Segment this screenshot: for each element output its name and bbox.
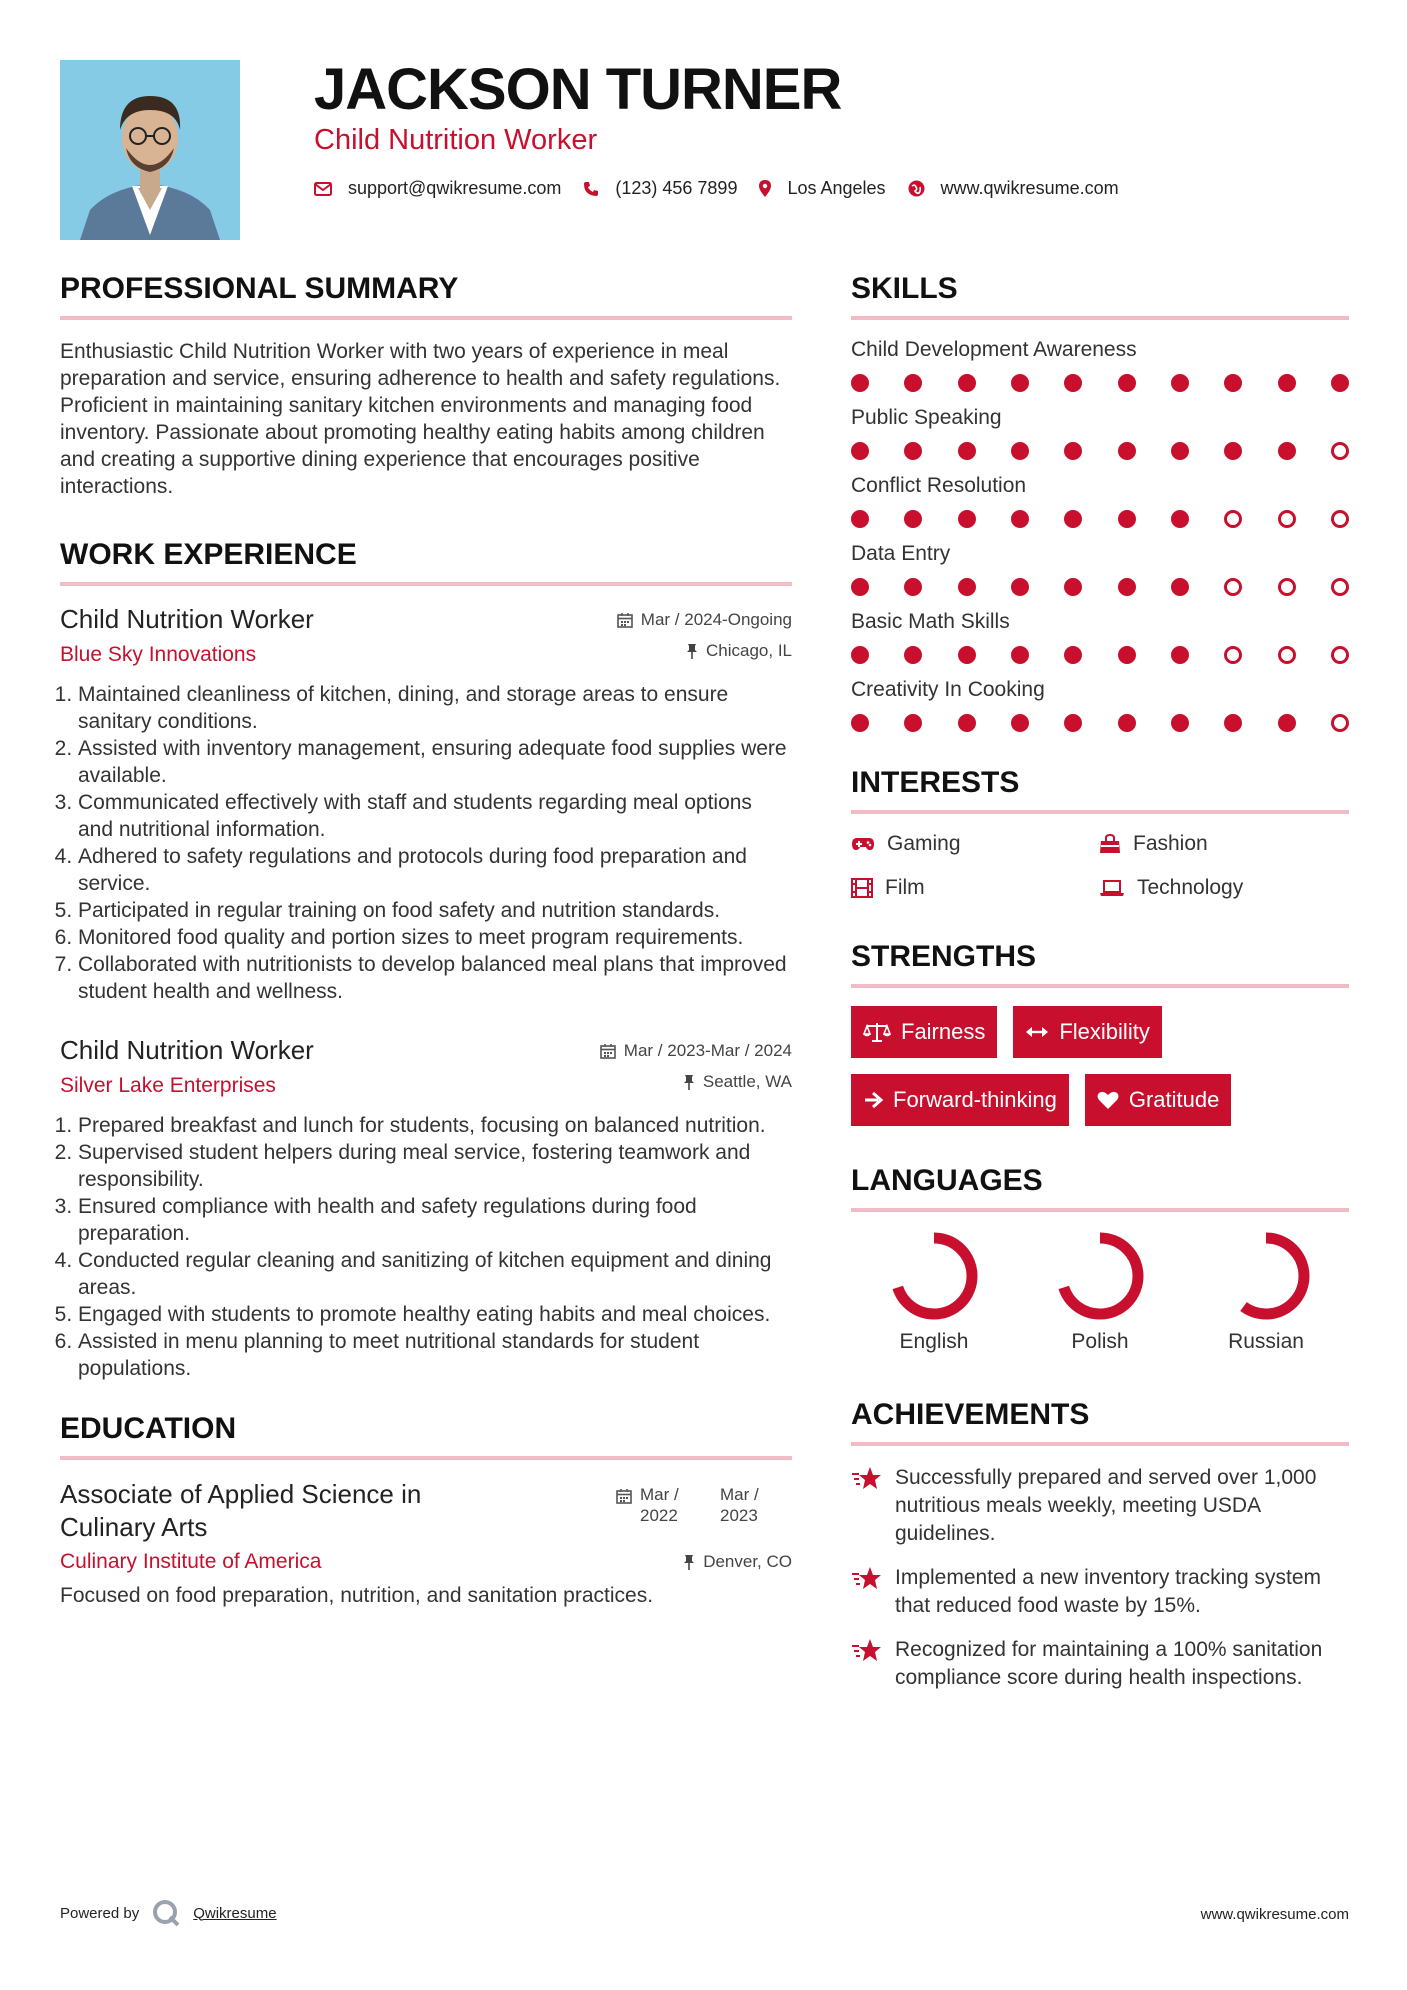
achievement-item <box>851 1636 1349 1692</box>
strength-chip <box>1085 1074 1232 1126</box>
education-location-text: Denver, CO <box>703 1552 792 1571</box>
strength-chip <box>1013 1006 1161 1058</box>
rating-dot-filled <box>904 374 922 392</box>
shopping-bag-icon <box>1099 834 1121 854</box>
rating-dot-empty <box>1331 442 1349 460</box>
interests-list <box>851 832 1349 900</box>
languages-heading: LANGUAGES <box>851 1164 1349 1212</box>
job-dates-text: Mar / 2023-Mar / 2024 <box>623 1040 792 1060</box>
skill-name: Conflict Resolution <box>851 474 1027 497</box>
education-school: Culinary Institute of America <box>60 1550 322 1573</box>
rating-dot-filled <box>1064 374 1082 392</box>
rating-dot-empty <box>1278 510 1296 528</box>
job-title: Child Nutrition Worker <box>60 604 314 634</box>
achievement-text: Recognized for maintaining a 100% sanitation compliance score during health inspections. <box>895 1638 1323 1689</box>
job-bullet: 4. Adhered to safety regulations and protocols during food preparation and service. <box>78 843 792 897</box>
job-dates <box>617 610 792 630</box>
rating-dot-filled <box>1011 510 1029 528</box>
skill-rating <box>851 442 1349 460</box>
phone-icon <box>583 181 599 197</box>
job-location-text: Seattle, WA <box>702 1072 792 1091</box>
rating-dot-filled <box>904 578 922 596</box>
rating-dot-empty <box>1331 578 1349 596</box>
calendar-icon <box>600 1043 616 1059</box>
rating-dot-filled <box>1118 714 1136 732</box>
interest-item <box>1099 876 1347 900</box>
strengths-list <box>851 1006 1349 1126</box>
rating-dot-empty <box>1278 646 1296 664</box>
education-degree: Associate of Applied Science in Culinary Arts <box>60 1479 422 1542</box>
job-location <box>683 1072 792 1092</box>
interest-label: Film <box>885 876 925 899</box>
candidate-name: JACKSON TURNER <box>314 57 842 122</box>
rating-dot-filled <box>904 646 922 664</box>
rating-dot-empty <box>1224 510 1242 528</box>
achievements-list <box>851 1464 1349 1692</box>
skill-rating <box>851 510 1349 528</box>
job-bullet: 5. Engaged with students to promote healthy eating habits and meal choices. <box>78 1301 792 1328</box>
footer-powered-by <box>60 1898 277 1928</box>
map-marker-icon <box>759 180 771 197</box>
job-bullet: 3. Ensured compliance with health and safety regulations during food preparation. <box>78 1193 792 1247</box>
rating-dot-empty <box>1278 578 1296 596</box>
job-bullet: 4. Conducted regular cleaning and sanitizing of kitchen equipment and dining areas. <box>78 1247 792 1301</box>
pin-icon <box>683 1074 695 1090</box>
job-company-row <box>60 635 792 667</box>
job-list <box>60 604 792 1382</box>
rating-dot-filled <box>1118 442 1136 460</box>
education-end: Mar / 2023 <box>720 1485 759 1525</box>
rating-dot-filled <box>904 714 922 732</box>
rating-dot-filled <box>904 442 922 460</box>
job-entry <box>60 604 792 1005</box>
education-location <box>683 1552 792 1572</box>
rating-dot-filled <box>958 578 976 596</box>
rating-dot-filled <box>958 646 976 664</box>
right-column <box>851 272 1349 1708</box>
strength-chip <box>851 1074 1069 1126</box>
rating-dot-filled <box>958 442 976 460</box>
rating-dot-empty <box>1331 510 1349 528</box>
contact-website[interactable] <box>908 178 1119 199</box>
interest-item <box>851 876 1099 900</box>
footer-brand-link[interactable]: Qwikresume <box>193 1904 277 1922</box>
summary-text: Enthusiastic Child Nutrition Worker with two years of experience in meal preparation and service, ensuring adherence to health and safety regulations. Proficient in maintaining sanitary kitchen environments and managing food inventory. Passionate about promoting healthy eating habits among children and creating a supportive dining experience that encourages positive interactions. <box>60 340 781 498</box>
rating-dot-filled <box>1064 578 1082 596</box>
skill-rating <box>851 646 1349 664</box>
profile-photo <box>60 60 240 240</box>
rating-dot-filled <box>851 374 869 392</box>
job-dates <box>600 1041 792 1061</box>
rating-dot-filled <box>851 510 869 528</box>
rating-dot-filled <box>1118 374 1136 392</box>
film-icon <box>851 878 873 898</box>
rating-dot-filled <box>1171 374 1189 392</box>
language-level-arc <box>1228 1238 1304 1314</box>
language-item <box>851 1230 1017 1354</box>
contact-phone[interactable] <box>583 178 737 199</box>
skill-name: Data Entry <box>851 542 951 565</box>
skill-name: Public Speaking <box>851 406 1002 429</box>
rating-dot-filled <box>958 510 976 528</box>
powered-by-text: Powered by <box>60 1904 140 1922</box>
language-level-arc <box>896 1238 972 1314</box>
education-start: Mar / 2022 <box>640 1485 679 1525</box>
interest-label: Fashion <box>1133 832 1208 855</box>
contact-email[interactable] <box>314 178 561 199</box>
achievement-text: Successfully prepared and served over 1,000 nutritious meals weekly, meeting USDA guidelines. <box>895 1466 1317 1545</box>
rating-dot-filled <box>851 714 869 732</box>
rating-dot-filled <box>1064 442 1082 460</box>
globe-icon <box>908 180 925 197</box>
job-company: Blue Sky Innovations <box>60 643 257 666</box>
star-icon <box>851 1566 881 1592</box>
candidate-role: Child Nutrition Worker <box>314 124 598 156</box>
rating-dot-filled <box>1171 510 1189 528</box>
education-heading: EDUCATION <box>60 1412 792 1460</box>
qwikresume-logo-icon <box>151 1898 181 1928</box>
language-name: English <box>899 1330 969 1353</box>
strengths-heading: STRENGTHS <box>851 940 1349 988</box>
rating-dot-filled <box>958 374 976 392</box>
interest-item <box>1099 832 1347 856</box>
education-dates <box>616 1484 792 1526</box>
summary-heading: PROFESSIONAL SUMMARY <box>60 272 792 320</box>
education-school-row <box>60 1550 792 1574</box>
skill-name: Child Development Awareness <box>851 338 1137 361</box>
job-company: Silver Lake Enterprises <box>60 1074 276 1097</box>
job-bullets <box>60 1112 792 1382</box>
rating-dot-filled <box>851 578 869 596</box>
job-bullet: 1. Prepared breakfast and lunch for students, focusing on balanced nutrition. <box>78 1112 792 1139</box>
job-entry <box>60 1035 792 1382</box>
skill-name: Creativity In Cooking <box>851 678 1045 701</box>
skill-rating <box>851 714 1349 732</box>
rating-dot-filled <box>1171 442 1189 460</box>
pin-icon <box>683 1554 695 1570</box>
contact-email-text: support@qwikresume.com <box>348 178 562 198</box>
star-icon <box>851 1466 881 1492</box>
rating-dot-filled <box>1331 374 1349 392</box>
job-header-row <box>60 1035 792 1066</box>
rating-dot-filled <box>1064 646 1082 664</box>
job-company-row <box>60 1066 792 1098</box>
contact-website-text: www.qwikresume.com <box>940 178 1119 198</box>
calendar-icon <box>617 612 633 628</box>
achievement-item <box>851 1564 1349 1620</box>
job-header-row <box>60 604 792 635</box>
job-bullets <box>60 681 792 1005</box>
rating-dot-filled <box>1224 714 1242 732</box>
contact-bar <box>314 178 1141 199</box>
language-item <box>1183 1230 1349 1354</box>
education-description: Focused on food preparation, nutrition, and sanitation practices. <box>60 1584 654 1607</box>
languages-list <box>851 1230 1349 1354</box>
education-entry <box>60 1478 792 1544</box>
rating-dot-filled <box>1118 578 1136 596</box>
rating-dot-filled <box>1171 578 1189 596</box>
contact-location-text: Los Angeles <box>787 178 886 198</box>
arrows-horizontal-icon <box>1025 1025 1049 1039</box>
job-bullet: 3. Communicated effectively with staff and students regarding meal options and nutritional information. <box>78 789 792 843</box>
job-bullet: 5. Participated in regular training on food safety and nutrition standards. <box>78 897 792 924</box>
left-column <box>60 272 792 1608</box>
job-title: Child Nutrition Worker <box>60 1035 314 1065</box>
job-bullet: 2. Assisted with inventory management, ensuring adequate food supplies were available. <box>78 735 792 789</box>
experience-heading: WORK EXPERIENCE <box>60 538 792 586</box>
laptop-icon <box>1099 879 1125 897</box>
skill-item <box>851 474 1349 528</box>
rating-dot-filled <box>1011 714 1029 732</box>
contact-phone-text: (123) 456 7899 <box>615 178 738 198</box>
skill-item <box>851 338 1349 392</box>
pin-icon <box>686 643 698 659</box>
job-location-text: Chicago, IL <box>706 641 792 660</box>
rating-dot-filled <box>1011 442 1029 460</box>
skills-list <box>851 338 1349 732</box>
calendar-icon <box>616 1488 632 1504</box>
rating-dot-empty <box>1224 578 1242 596</box>
achievement-item <box>851 1464 1349 1548</box>
footer-website[interactable]: www.qwikresume.com <box>1200 1906 1349 1923</box>
skill-rating <box>851 374 1349 392</box>
interest-label: Technology <box>1137 876 1244 899</box>
rating-dot-filled <box>851 442 869 460</box>
rating-dot-filled <box>1278 442 1296 460</box>
language-name: Polish <box>1071 1330 1129 1353</box>
job-dates-text: Mar / 2024-Ongoing <box>640 609 792 629</box>
rating-dot-filled <box>1224 442 1242 460</box>
strength-label: Gratitude <box>1128 1087 1220 1112</box>
language-gauge <box>1054 1230 1146 1322</box>
contact-location <box>759 178 885 199</box>
rating-dot-filled <box>1171 714 1189 732</box>
job-bullet: 2. Supervised student helpers during meal service, fostering teamwork and responsibility. <box>78 1139 792 1193</box>
achievement-text: Implemented a new inventory tracking system that reduced food waste by 15%. <box>895 1566 1322 1617</box>
star-icon <box>851 1638 881 1664</box>
rating-dot-filled <box>1118 646 1136 664</box>
skill-item <box>851 542 1349 596</box>
interest-label: Gaming <box>887 832 961 855</box>
rating-dot-filled <box>851 646 869 664</box>
skill-name: Basic Math Skills <box>851 610 1010 633</box>
rating-dot-filled <box>1171 646 1189 664</box>
strength-chip <box>851 1006 997 1058</box>
language-level-arc <box>1062 1238 1138 1314</box>
rating-dot-filled <box>1224 374 1242 392</box>
skill-item <box>851 610 1349 664</box>
language-gauge <box>1220 1230 1312 1322</box>
job-location <box>686 641 792 661</box>
skill-item <box>851 678 1349 732</box>
gamepad-icon <box>851 836 875 852</box>
achievements-heading: ACHIEVEMENTS <box>851 1398 1349 1446</box>
rating-dot-empty <box>1331 646 1349 664</box>
language-gauge <box>888 1230 980 1322</box>
job-bullet: 1. Maintained cleanliness of kitchen, dining, and storage areas to ensure sanitary conditions. <box>78 681 792 735</box>
balance-scale-icon <box>863 1021 891 1043</box>
language-name: Russian <box>1228 1330 1304 1353</box>
rating-dot-filled <box>1278 714 1296 732</box>
rating-dot-filled <box>1011 374 1029 392</box>
strength-label: Flexibility <box>1059 1019 1150 1044</box>
rating-dot-filled <box>904 510 922 528</box>
strength-label: Fairness <box>901 1019 986 1044</box>
skills-heading: SKILLS <box>851 272 1349 320</box>
job-bullet: 6. Monitored food quality and portion sizes to meet program requirements. <box>78 924 792 951</box>
interests-heading: INTERESTS <box>851 766 1349 814</box>
rating-dot-filled <box>958 714 976 732</box>
skill-rating <box>851 578 1349 596</box>
heart-icon <box>1097 1090 1119 1110</box>
rating-dot-filled <box>1011 646 1029 664</box>
interest-item <box>851 832 1099 856</box>
job-bullet: 6. Assisted in menu planning to meet nutritional standards for student populations. <box>78 1328 792 1382</box>
skill-item <box>851 406 1349 460</box>
rating-dot-filled <box>1064 714 1082 732</box>
rating-dot-filled <box>1011 578 1029 596</box>
rating-dot-filled <box>1064 510 1082 528</box>
rating-dot-empty <box>1331 714 1349 732</box>
rating-dot-empty <box>1224 646 1242 664</box>
job-bullet: 7. Collaborated with nutritionists to develop balanced meal plans that improved student health and wellness. <box>78 951 792 1005</box>
rating-dot-filled <box>1278 374 1296 392</box>
envelope-icon <box>314 182 332 196</box>
rating-dot-filled <box>1118 510 1136 528</box>
strength-label: Forward-thinking <box>893 1087 1057 1112</box>
language-item <box>1017 1230 1183 1354</box>
arrow-right-icon <box>863 1091 883 1109</box>
